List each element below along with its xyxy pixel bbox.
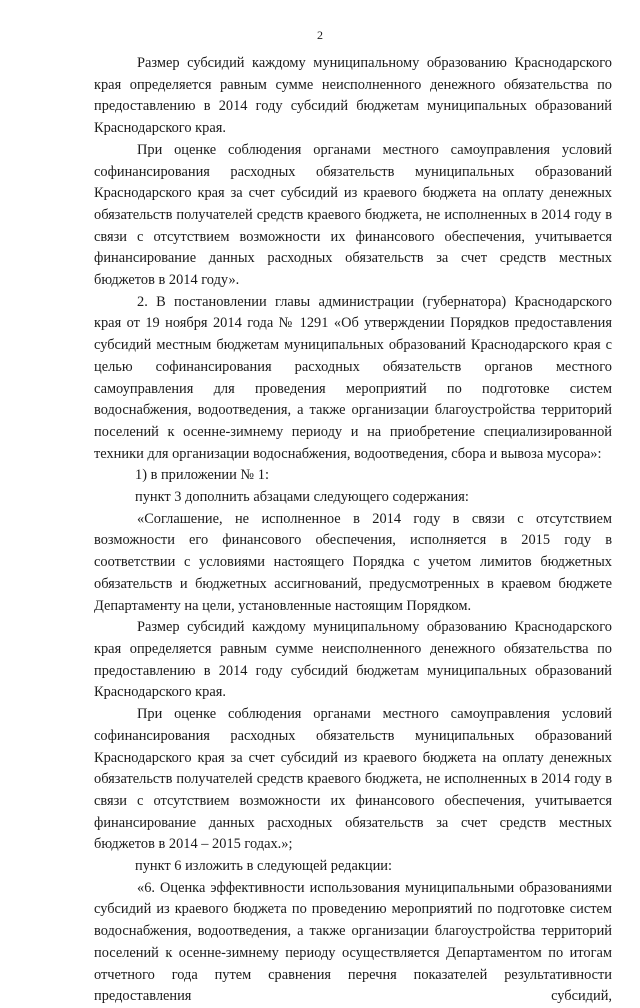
paragraph-resolution-amendment: 2. В постановлении главы администрации (губернатора) Краснодарского края от 19 ноября 2014 года № 1291 «Об утверждении Порядков предоставления субсидий местным бюджетам муниципальных образований Краснодарского края с целью софинансирования расходных обязательств органов местного самоуправления для проведения мероприятий по подготовке систем водоснабжения, водоотведения, а также организации благоустройства территорий поселений к осенне-зимнему периоду и на приобретение специализированной техники для организации водоснабжения, водоотведения, сбора и вывоза мусора»: (94, 293, 612, 462)
paragraph-item-3-intro: пункт 3 дополнить абзацами следующего содержания: (135, 489, 469, 506)
paragraph-appendix-1: 1) в приложении № 1: (135, 467, 269, 484)
page-number: 2 (317, 28, 323, 42)
paragraph-item-6-intro: пункт 6 изложить в следующей редакции: (135, 858, 392, 875)
paragraph-subsidy-size-2: Размер субсидий каждому муниципальному образованию Краснодарского края определяется равным сумме неисполненного денежного обязательства по предоставлению в 2014 году субсидий бюджетам муниципальных образований Краснодарского края. (94, 619, 612, 701)
paragraph-item-6-text: «6. Оценка эффективности использования муниципальными образованиями субсидий из краевого бюджета по проведению мероприятий по подготовке систем водоснабжения, водоотведения, а также организации благоустройства территорий поселений к осенне-зимнему периоду осуществляется Департаментом по итогам отчетного года путем сравнения перечня показателей результативности предоставления субсидий, (94, 879, 612, 1005)
paragraph-agreement: «Соглашение, не исполненное в 2014 году в связи с отсутствием возможности его финансового обеспечения, исполняется в 2015 году в соответствии с условиями настоящего Порядка с учетом лимитов бюджетных обязательств и бюджетных ассигнований, предусмотренных в краевом бюджете Департаменту на цели, установленные настоящим Порядком. (94, 510, 612, 614)
paragraph-subsidy-size: Размер субсидий каждому муниципальному образованию Краснодарского края определяется равным сумме неисполненного денежного обязательства по предоставлению в 2014 году субсидий бюджетам муниципальных образований Краснодарского края. (94, 55, 612, 137)
paragraph-compliance-assessment: При оценке соблюдения органами местного самоуправления условий софинансирования расходных обязательств муниципальных образований Краснодарского края за счет субсидий из краевого бюджета на оплату денежных обязательств получателей средств краевого бюджета, не исполненных в 2014 году в связи с отсутствием возможности их финансового обеспечения, учитывается финансирование данных расходных обязательств за счет средств местных бюджетов в 2014 году». (94, 141, 612, 289)
paragraph-compliance-assessment-2: При оценке соблюдения органами местного самоуправления условий софинансирования расходных обязательств муниципальных образований Краснодарского края за счет субсидий из краевого бюджета на оплату денежных обязательств получателей средств краевого бюджета, не исполненных в 2014 году в связи с отсутствием возможности их финансового обеспечения, учитывается финансирование данных расходных обязательств за счет средств местных бюджетов в 2014 – 2015 годах.»; (94, 706, 612, 853)
document-body (94, 53, 612, 1008)
